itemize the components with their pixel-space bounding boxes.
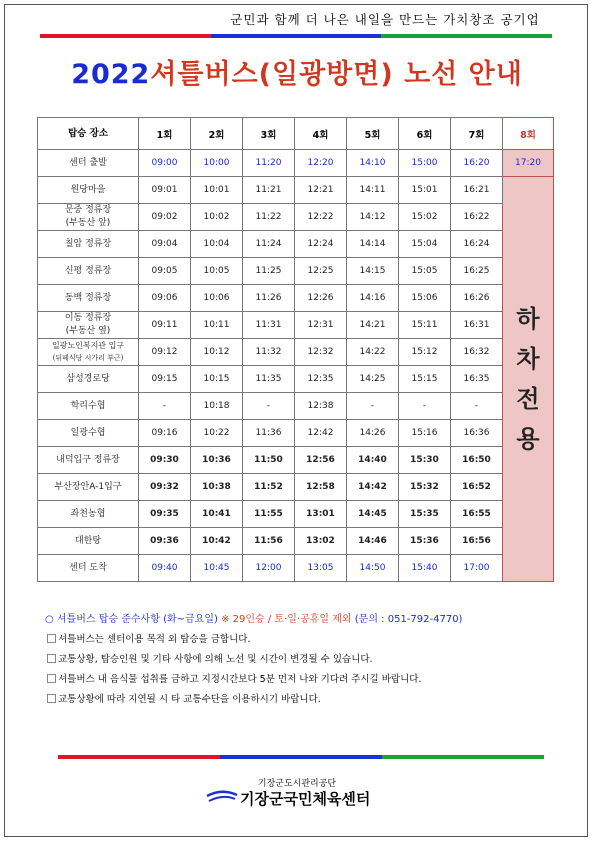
stop-label: 학리수협 bbox=[70, 400, 106, 411]
time-cell: 14:25 bbox=[347, 366, 399, 393]
schedule-table bbox=[37, 117, 554, 582]
notes-contact: (문의 : 051-792-4770) bbox=[354, 614, 463, 625]
time-cell: 11:20 bbox=[243, 150, 295, 177]
time-cell: 14:11 bbox=[347, 177, 399, 204]
page-title bbox=[0, 52, 594, 91]
time-cell: 15:35 bbox=[399, 501, 451, 528]
header-run: 7회 bbox=[451, 118, 503, 150]
stop-label: 일광수협 bbox=[70, 427, 106, 438]
table-row bbox=[38, 501, 554, 528]
time-cell: 09:32 bbox=[139, 474, 191, 501]
checkbox-icon bbox=[47, 654, 56, 663]
table-row bbox=[38, 177, 554, 204]
top-color-bar bbox=[40, 34, 552, 38]
time-cell: 12:22 bbox=[295, 204, 347, 231]
bottom-color-bar bbox=[58, 755, 544, 759]
time-cell: 14:42 bbox=[347, 474, 399, 501]
stop-sublabel: (부동산 앞) bbox=[65, 218, 111, 228]
time-cell: 09:12 bbox=[139, 339, 191, 366]
off-only-char: 용 bbox=[516, 425, 540, 453]
title-year: 2022 bbox=[71, 59, 151, 90]
header-run: 2회 bbox=[191, 118, 243, 150]
time-cell: 09:01 bbox=[139, 177, 191, 204]
time-cell: 12:24 bbox=[295, 231, 347, 258]
checkbox-icon bbox=[47, 694, 56, 703]
checkbox-icon bbox=[47, 674, 56, 683]
stop-name bbox=[38, 231, 139, 258]
time-cell: 14:40 bbox=[347, 447, 399, 474]
time-cell: 14:45 bbox=[347, 501, 399, 528]
time-cell: 11:21 bbox=[243, 177, 295, 204]
notes-days: (화~금요일) bbox=[163, 614, 218, 625]
off-only-cell bbox=[503, 177, 554, 582]
time-cell: 12:58 bbox=[295, 474, 347, 501]
time-cell: 16:21 bbox=[451, 177, 503, 204]
notes-header bbox=[45, 610, 565, 625]
time-cell: 11:25 bbox=[243, 258, 295, 285]
stop-name bbox=[38, 177, 139, 204]
note-item: 셔틀버스는 센터이용 목적 외 탑승을 금합니다. bbox=[47, 631, 565, 645]
time-cell: 13:02 bbox=[295, 528, 347, 555]
time-cell: 10:12 bbox=[191, 339, 243, 366]
off-only-char: 차 bbox=[516, 345, 540, 373]
time-cell: 11:55 bbox=[243, 501, 295, 528]
time-cell: 10:38 bbox=[191, 474, 243, 501]
table-row bbox=[38, 528, 554, 555]
time-cell: 10:05 bbox=[191, 258, 243, 285]
stop-label: 원당마을 bbox=[70, 184, 106, 195]
table-header-row bbox=[38, 118, 554, 150]
time-cell: 16:50 bbox=[451, 447, 503, 474]
notes-section bbox=[45, 610, 565, 711]
off-only-char: 하 bbox=[516, 305, 540, 333]
time-cell: 09:35 bbox=[139, 501, 191, 528]
time-cell: 15:30 bbox=[399, 447, 451, 474]
slogan: 군민과 함께 더 나은 내일을 만드는 가치창조 공기업 bbox=[230, 12, 540, 27]
time-cell: 14:26 bbox=[347, 420, 399, 447]
time-cell: 12:21 bbox=[295, 177, 347, 204]
time-cell: 15:05 bbox=[399, 258, 451, 285]
stop-label: 신평 정류장 bbox=[64, 265, 112, 276]
time-cell: 10:18 bbox=[191, 393, 243, 420]
time-cell: 10:04 bbox=[191, 231, 243, 258]
time-cell: 15:36 bbox=[399, 528, 451, 555]
swoosh-logo-icon bbox=[205, 790, 239, 804]
stop-sublabel: (뒤페식당 시가리 부근) bbox=[52, 354, 124, 362]
time-cell: 12:35 bbox=[295, 366, 347, 393]
time-cell: 14:14 bbox=[347, 231, 399, 258]
table-row bbox=[38, 339, 554, 366]
time-cell: 15:04 bbox=[399, 231, 451, 258]
time-cell: 09:16 bbox=[139, 420, 191, 447]
time-cell: 11:32 bbox=[243, 339, 295, 366]
table-row bbox=[38, 204, 554, 231]
stop-label: 동백 정류장 bbox=[64, 292, 112, 303]
time-cell: 12:00 bbox=[243, 555, 295, 582]
stop-name: 센터 도착 bbox=[38, 555, 139, 582]
stop-name bbox=[38, 393, 139, 420]
time-cell: 14:15 bbox=[347, 258, 399, 285]
time-cell: 11:24 bbox=[243, 231, 295, 258]
table-row bbox=[38, 420, 554, 447]
time-cell: 10:11 bbox=[191, 312, 243, 339]
table-row bbox=[38, 231, 554, 258]
time-cell: 16:31 bbox=[451, 312, 503, 339]
time-cell: 14:50 bbox=[347, 555, 399, 582]
table-row bbox=[38, 393, 554, 420]
table-row bbox=[38, 150, 554, 177]
time-cell: 16:55 bbox=[451, 501, 503, 528]
time-cell: 14:21 bbox=[347, 312, 399, 339]
time-cell: 16:25 bbox=[451, 258, 503, 285]
header-run: 3회 bbox=[243, 118, 295, 150]
time-cell: 10:42 bbox=[191, 528, 243, 555]
time-cell: 10:01 bbox=[191, 177, 243, 204]
time-cell: 10:22 bbox=[191, 420, 243, 447]
stop-label: 부산장안A-1입구 bbox=[54, 481, 122, 492]
title-route: 셔틀버스(일광방면) 노선 안내 bbox=[150, 59, 523, 90]
time-cell: 15:12 bbox=[399, 339, 451, 366]
time-cell: 16:26 bbox=[451, 285, 503, 312]
header-run: 6회 bbox=[399, 118, 451, 150]
note-item: 교통상황, 탑승인원 및 기타 사항에 의해 노선 및 시간이 변경될 수 있습니다. bbox=[47, 651, 565, 665]
stop-name bbox=[38, 312, 139, 339]
time-cell: 11:50 bbox=[243, 447, 295, 474]
time-cell: 12:32 bbox=[295, 339, 347, 366]
table-row bbox=[38, 258, 554, 285]
time-cell: 09:15 bbox=[139, 366, 191, 393]
stop-name bbox=[38, 447, 139, 474]
time-cell: - bbox=[451, 393, 503, 420]
table-row bbox=[38, 474, 554, 501]
time-cell: 12:25 bbox=[295, 258, 347, 285]
stop-label: 삼성경로당 bbox=[66, 373, 110, 384]
time-cell: 15:02 bbox=[399, 204, 451, 231]
stop-label: 일광노인복지관 입구 bbox=[51, 341, 125, 350]
time-cell: 11:22 bbox=[243, 204, 295, 231]
time-cell: 14:46 bbox=[347, 528, 399, 555]
stop-label: 좌천농협 bbox=[70, 508, 106, 519]
time-cell: 15:40 bbox=[399, 555, 451, 582]
time-cell: 09:36 bbox=[139, 528, 191, 555]
header-run: 1회 bbox=[139, 118, 191, 150]
time-cell: 09:11 bbox=[139, 312, 191, 339]
time-cell: 11:56 bbox=[243, 528, 295, 555]
time-cell: 16:56 bbox=[451, 528, 503, 555]
time-cell: 13:05 bbox=[295, 555, 347, 582]
time-cell: 11:52 bbox=[243, 474, 295, 501]
stop-name bbox=[38, 366, 139, 393]
time-cell: 11:26 bbox=[243, 285, 295, 312]
time-cell: 10:15 bbox=[191, 366, 243, 393]
stop-name bbox=[38, 339, 139, 366]
time-cell: 12:26 bbox=[295, 285, 347, 312]
time-cell: - bbox=[139, 393, 191, 420]
org-name-small: 기장군도시관리공단 bbox=[257, 779, 337, 789]
time-cell: 15:06 bbox=[399, 285, 451, 312]
table-row bbox=[38, 366, 554, 393]
time-cell: 10:36 bbox=[191, 447, 243, 474]
header-run: 4회 bbox=[295, 118, 347, 150]
stop-name bbox=[38, 528, 139, 555]
time-cell: 11:31 bbox=[243, 312, 295, 339]
stop-name bbox=[38, 474, 139, 501]
time-cell: 10:00 bbox=[191, 150, 243, 177]
stop-name bbox=[38, 501, 139, 528]
off-only-char: 전 bbox=[516, 385, 540, 413]
org-name-big: 기장군국민체육센터 bbox=[240, 790, 371, 808]
notes-title: ○ 셔틀버스 탑승 준수사항 bbox=[45, 614, 160, 625]
notes-exception: ※ 29인승 / 토·일·공휴일 제외 bbox=[221, 614, 352, 625]
time-cell: 12:31 bbox=[295, 312, 347, 339]
stop-label: 이동 정류장 bbox=[64, 313, 112, 323]
time-cell: 16:22 bbox=[451, 204, 503, 231]
time-cell: 16:52 bbox=[451, 474, 503, 501]
table-row bbox=[38, 312, 554, 339]
table-row bbox=[38, 447, 554, 474]
time-cell: 09:06 bbox=[139, 285, 191, 312]
stop-label: 칠암 정류장 bbox=[64, 238, 112, 249]
time-cell: - bbox=[243, 393, 295, 420]
time-cell: 10:41 bbox=[191, 501, 243, 528]
time-cell: 11:36 bbox=[243, 420, 295, 447]
time-cell: 09:00 bbox=[139, 150, 191, 177]
time-cell: 15:16 bbox=[399, 420, 451, 447]
time-cell: 14:22 bbox=[347, 339, 399, 366]
time-cell: 15:32 bbox=[399, 474, 451, 501]
time-cell: 10:45 bbox=[191, 555, 243, 582]
table-row bbox=[38, 555, 554, 582]
time-cell: 15:01 bbox=[399, 177, 451, 204]
time-cell: 17:20 bbox=[503, 150, 554, 177]
time-cell: 15:11 bbox=[399, 312, 451, 339]
stop-name: 센터 출발 bbox=[38, 150, 139, 177]
time-cell: 16:32 bbox=[451, 339, 503, 366]
time-cell: 16:24 bbox=[451, 231, 503, 258]
time-cell: 09:40 bbox=[139, 555, 191, 582]
stop-label: 대한탕 bbox=[74, 535, 102, 546]
stop-name bbox=[38, 420, 139, 447]
time-cell: 15:00 bbox=[399, 150, 451, 177]
time-cell: 12:20 bbox=[295, 150, 347, 177]
time-cell: 14:12 bbox=[347, 204, 399, 231]
stop-label: 내덕입구 정류장 bbox=[56, 454, 120, 465]
time-cell: - bbox=[347, 393, 399, 420]
stop-label: 문중 정류장 bbox=[64, 205, 112, 215]
time-cell: 10:02 bbox=[191, 204, 243, 231]
header-run: 5회 bbox=[347, 118, 399, 150]
header-stop: 탑승 장소 bbox=[38, 118, 139, 150]
stop-name bbox=[38, 258, 139, 285]
note-item: 셔틀버스 내 음식물 섭취를 금하고 지정시간보다 5분 먼저 나와 기다려 주시길 바랍니다. bbox=[47, 671, 565, 685]
checkbox-icon bbox=[47, 634, 56, 643]
note-item: 교통상황에 따라 지연될 시 타 교통수단을 이용하시기 바랍니다. bbox=[47, 691, 565, 705]
time-cell: 12:38 bbox=[295, 393, 347, 420]
stop-name bbox=[38, 204, 139, 231]
header-run: 8회 bbox=[503, 118, 554, 150]
time-cell: 13:01 bbox=[295, 501, 347, 528]
stop-name bbox=[38, 285, 139, 312]
time-cell: 16:20 bbox=[451, 150, 503, 177]
time-cell: 16:36 bbox=[451, 420, 503, 447]
time-cell: 12:42 bbox=[295, 420, 347, 447]
time-cell: 15:15 bbox=[399, 366, 451, 393]
time-cell: 09:04 bbox=[139, 231, 191, 258]
time-cell: 09:30 bbox=[139, 447, 191, 474]
table-row bbox=[38, 285, 554, 312]
time-cell: 14:16 bbox=[347, 285, 399, 312]
stop-sublabel: (부동산 옆) bbox=[65, 326, 111, 336]
time-cell: 11:35 bbox=[243, 366, 295, 393]
time-cell: 17:00 bbox=[451, 555, 503, 582]
time-cell: 14:10 bbox=[347, 150, 399, 177]
time-cell: - bbox=[399, 393, 451, 420]
time-cell: 10:06 bbox=[191, 285, 243, 312]
time-cell: 12:56 bbox=[295, 447, 347, 474]
time-cell: 09:02 bbox=[139, 204, 191, 231]
time-cell: 09:05 bbox=[139, 258, 191, 285]
time-cell: 16:35 bbox=[451, 366, 503, 393]
